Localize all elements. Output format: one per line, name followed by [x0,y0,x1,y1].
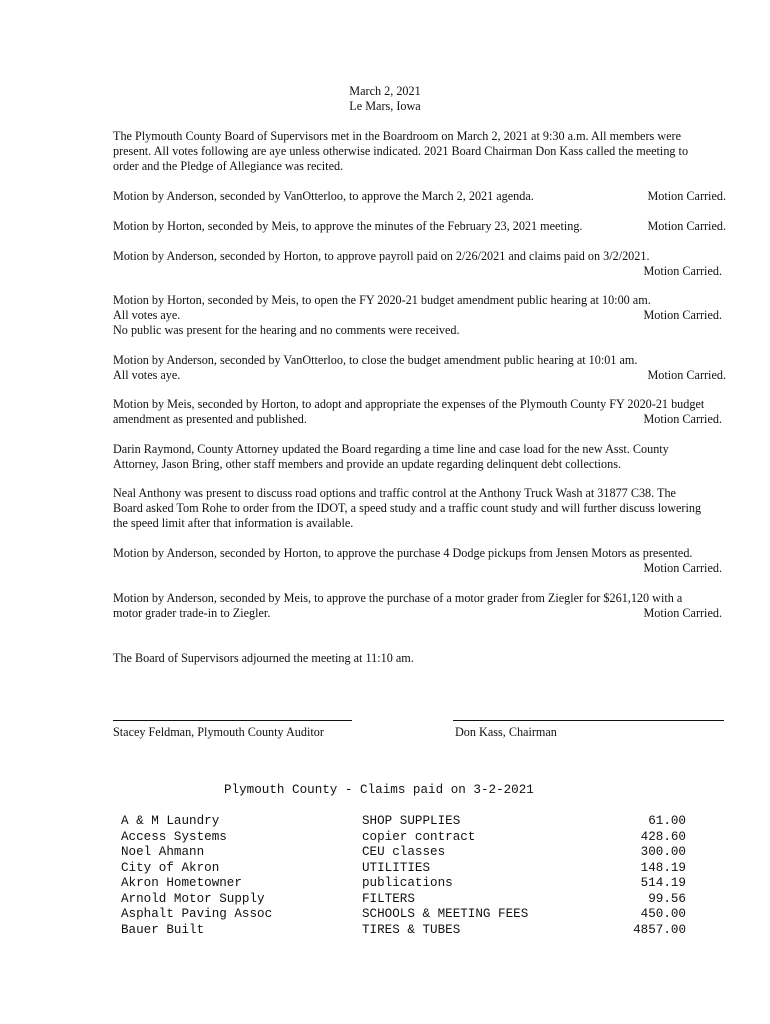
meeting-date: March 2, 2021 [349,84,421,98]
motion-budget-amendment: Motion by Meis, seconded by Horton, to adopt and appropriate the expenses of the Plymouth County FY 2020-21 budget amendment as presented and published. Motion Carried. [113,397,726,427]
claims-title: Plymouth County - Claims paid on 3-2-2021 [224,783,534,797]
claim-payee: A & M Laundry [121,814,220,828]
motion-close-hearing [113,353,726,383]
motion-agenda [113,189,726,204]
claims-row [121,876,686,892]
claim-amount: 514.19 [640,876,686,890]
chairman-name: Don Kass, Chairman [455,725,557,739]
claim-payee: Access Systems [121,829,227,844]
claim-description: UTILITIES [362,860,431,875]
motion-text: Motion by Anderson, seconded by VanOtterloo, to approve the March 2, 2021 agenda. [113,189,534,203]
motion-result: Motion Carried. [647,368,726,382]
claim-description: FILTERS [362,891,415,906]
claims-row [121,892,686,908]
motion-text: Motion by Anderson, seconded by Meis, to approve the purchase of a motor grader from Ziegler for $261,120 with a [113,591,683,605]
motion-text: Motion by Meis, seconded by Horton, to adopt and appropriate the expenses of the Plymouth County FY 2020-21 budget [113,397,705,411]
claim-amount: 300.00 [640,845,686,859]
motion-open-hearing [113,293,726,338]
motion-result: Motion Carried. [647,189,726,203]
claims-row [121,861,686,877]
motion-payroll [113,249,726,279]
motion-result: Motion Carried. [643,308,722,322]
motion-text: Motion by Anderson, seconded by VanOtterloo, to close the budget amendment public hearing at 10:01 am. [113,353,638,367]
claims-table [121,814,686,938]
claims-row [121,830,686,846]
claims-row [121,923,686,939]
claim-payee: Asphalt Paving Assoc [121,907,273,921]
claim-amount: 4857.00 [633,922,686,937]
motion-result: Motion Carried. [643,412,722,426]
document-header [0,84,770,114]
auditor-name: Stacey Feldman, Plymouth County Auditor [113,725,324,739]
claim-amount: 148.19 [640,860,686,875]
claim-description: CEU classes [362,845,446,859]
intro-paragraph: The Plymouth County Board of Supervisors met in the Boardroom on March 2, 2021 at 9:30 a.m. All members were present. All votes following are aye unless otherwise indicated. 2021 Board Chairman Don Kass called the meeting to order and the Pledge of Allegiance was recited. [113,129,689,173]
claim-amount: 61.00 [648,814,686,828]
claim-description: TIRES & TUBES [362,922,461,937]
claim-payee: Bauer Built [121,922,205,937]
motion-result: Motion Carried. [647,219,726,233]
signature-line [113,708,352,721]
signature-line [453,708,724,721]
motion-pickups [113,546,726,576]
motion-result: Motion Carried. [643,264,722,278]
claim-payee: City of Akron [121,860,220,875]
motion-motor-grader: Motion by Anderson, seconded by Meis, to approve the purchase of a motor grader from Ziegler for $261,120 with a motor grader trade-in to Ziegler. Motion Carried. [113,591,726,621]
claim-payee: Arnold Motor Supply [121,891,265,906]
claims-row [121,907,686,923]
claims-row [121,845,686,861]
claim-description: publications [362,876,453,890]
claim-payee: Noel Ahmann [121,845,205,859]
claim-amount: 428.60 [640,829,686,844]
claim-payee: Akron Hometowner [121,876,242,890]
hearing-note: No public was present for the hearing and no comments were received. [113,323,460,337]
claim-amount: 99.56 [648,891,686,906]
motion-text: Motion by Anderson, seconded by Horton, to approve the purchase 4 Dodge pickups from Jensen Motors as presented. [113,546,693,560]
vote-note: All votes aye. [113,368,181,382]
meeting-location: Le Mars, Iowa [349,99,421,113]
motion-text: Motion by Anderson, seconded by Horton, to approve payroll paid on 2/26/2021 and claims paid on 3/2/2021. [113,249,650,263]
chairman-signature [453,708,724,740]
motion-minutes [113,219,726,234]
attorney-update: Darin Raymond, County Attorney updated the Board regarding a time line and case load for the new Asst. County Attorney, Jason Bring, other staff members and provide an update regarding delinquent debt collections. [113,442,669,471]
claim-description: SCHOOLS & MEETING FEES [362,907,529,921]
motion-result: Motion Carried. [643,561,722,575]
motion-text: Motion by Horton, seconded by Meis, to approve the minutes of the February 23, 2021 meeting. [113,219,583,233]
road-options-discussion: Neal Anthony was present to discuss road options and traffic control at the Anthony Truck Wash at 31877 C38. The Board asked Tom Rohe to order from the IDOT, a speed study and a traffic count study and will further discuss lowering the speed limit after that information is available. [113,486,702,530]
claim-description: copier contract [362,829,476,844]
claims-row [121,814,686,830]
adjournment: The Board of Supervisors adjourned the meeting at 11:10 am. [113,651,414,665]
claim-description: SHOP SUPPLIES [362,814,461,828]
auditor-signature [113,708,352,740]
motion-result: Motion Carried. [643,606,722,620]
motion-text: Motion by Horton, seconded by Meis, to open the FY 2020-21 budget amendment public hearing at 10:00 am. [113,293,651,307]
vote-note: All votes aye. [113,308,181,322]
claim-amount: 450.00 [640,907,686,921]
